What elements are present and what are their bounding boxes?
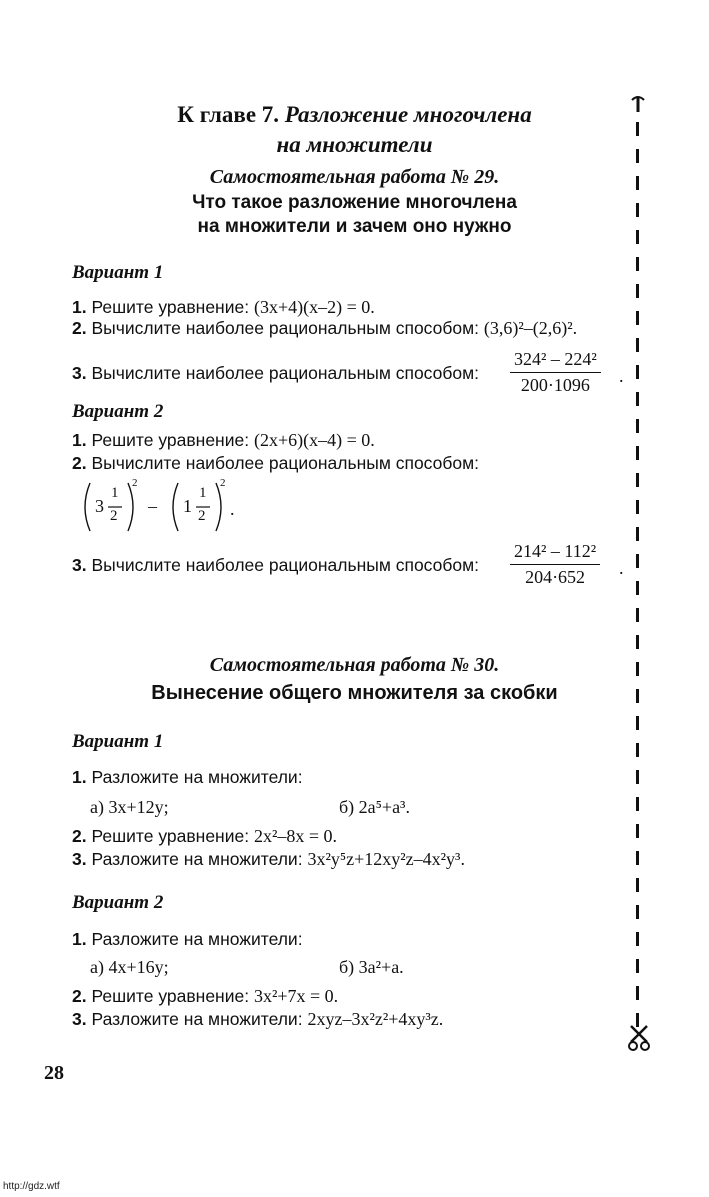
sr30-v2-task1-b bbox=[339, 957, 404, 978]
sr29-v2-task3-dot: . bbox=[619, 558, 624, 578]
task-text: Решите уравнение: bbox=[91, 826, 250, 846]
task-expression: 3x²y⁵z+12xy²z–4x²y³. bbox=[307, 849, 465, 869]
task-text: Разложите на множители: bbox=[91, 767, 303, 787]
sr30-v2-task3 bbox=[72, 1009, 443, 1030]
fraction-numerator: 214² – 112² bbox=[514, 541, 597, 561]
sr29-v1-task3-fraction bbox=[510, 349, 601, 396]
sr30-v1-task3 bbox=[72, 849, 465, 870]
sr29-title-line1: Что такое разложение многочлена bbox=[192, 192, 517, 213]
cut-line-dash bbox=[636, 284, 639, 298]
cut-line-dash bbox=[636, 527, 639, 541]
mixed-whole-1: 3 bbox=[95, 496, 104, 516]
right-paren bbox=[216, 483, 221, 531]
task-text: Вычислите наиболее рациональным способом: bbox=[91, 363, 480, 383]
mixed-denominator-2: 2 bbox=[198, 508, 206, 524]
cut-line-dash bbox=[636, 230, 639, 244]
cut-line-dash bbox=[636, 716, 639, 730]
fraction-numerator: 324² – 224² bbox=[514, 349, 597, 369]
cut-line-dash bbox=[636, 878, 639, 892]
cut-line-dash bbox=[636, 662, 639, 676]
left-paren bbox=[85, 483, 90, 531]
sr29-v2-task2 bbox=[72, 453, 479, 474]
cut-line-dash bbox=[636, 176, 639, 190]
task-text: Решите уравнение: bbox=[91, 297, 250, 317]
cut-line-dash bbox=[636, 500, 639, 514]
left-paren bbox=[173, 483, 178, 531]
subtask-a: а) 3x+12y; bbox=[90, 797, 169, 817]
subtask-b: б) 2a⁵+a³. bbox=[339, 797, 410, 817]
cut-line-dash bbox=[636, 203, 639, 217]
page-number: 28 bbox=[44, 1062, 64, 1084]
task-number: 1. bbox=[72, 430, 87, 450]
sr30-v1-task1-a bbox=[90, 797, 169, 818]
task-text: Вычислите наиболее рациональным способом: bbox=[91, 453, 480, 473]
mixed-denominator-1: 2 bbox=[110, 508, 118, 524]
chapter-title-line2: на множители bbox=[276, 132, 433, 157]
chapter-prefix: К главе 7. bbox=[177, 102, 280, 127]
chapter-heading bbox=[0, 100, 709, 160]
fraction-denominator: 200·1096 bbox=[510, 372, 601, 396]
sr29-v1-task3-dot: . bbox=[619, 366, 624, 386]
mixed-number-expression bbox=[80, 477, 240, 537]
cut-line-dash bbox=[636, 392, 639, 406]
sr30-v2-task1 bbox=[72, 929, 303, 950]
task-number: 3. bbox=[72, 1009, 87, 1029]
task-text: Вычислите наиболее рациональным способом: bbox=[91, 318, 480, 338]
watermark: http://gdz.wtf bbox=[3, 1181, 60, 1192]
cut-line-dash bbox=[636, 986, 639, 1000]
chapter-title-line1: Разложение многочлена bbox=[284, 102, 532, 127]
sr30-heading: Самостоятельная работа № 30. bbox=[209, 654, 500, 676]
sr29-v2-task3-fraction bbox=[510, 541, 600, 588]
cut-line-dash bbox=[636, 311, 639, 325]
cut-line-dash bbox=[636, 581, 639, 595]
task-text: Разложите на множители: bbox=[91, 1009, 303, 1029]
cut-line-dash bbox=[636, 608, 639, 622]
exponent-2: 2 bbox=[220, 477, 226, 489]
cut-line-hook-icon bbox=[628, 94, 650, 112]
task-text: Вычислите наиболее рациональным способом: bbox=[91, 555, 480, 575]
task-number: 2. bbox=[72, 986, 87, 1006]
expression-dot: . bbox=[230, 499, 235, 519]
minus-sign: – bbox=[148, 496, 157, 516]
task-number: 1. bbox=[72, 767, 87, 787]
subtask-b: б) 3a²+a. bbox=[339, 957, 404, 977]
sr29-v2-task1 bbox=[72, 430, 375, 451]
cut-line-dash bbox=[636, 257, 639, 271]
task-text: Разложите на множители: bbox=[91, 849, 303, 869]
cut-line-dash bbox=[636, 770, 639, 784]
task-expression: (2x+6)(x–4) = 0. bbox=[253, 430, 375, 450]
sr30-v2-task1-a bbox=[90, 957, 169, 978]
cut-line-dash bbox=[636, 365, 639, 379]
cut-line-dash bbox=[636, 446, 639, 460]
task-text: Решите уравнение: bbox=[91, 430, 250, 450]
task-expression: 2x²–8x = 0. bbox=[253, 826, 338, 846]
sr30-v1-task2 bbox=[72, 826, 337, 847]
cut-line-dash bbox=[636, 824, 639, 838]
fraction-denominator: 204·652 bbox=[510, 564, 600, 588]
sr29-v1-task3 bbox=[72, 363, 479, 384]
sr29-v2-task3 bbox=[72, 555, 479, 576]
cut-line-dash bbox=[636, 851, 639, 865]
task-number: 3. bbox=[72, 363, 87, 383]
task-number: 3. bbox=[72, 849, 87, 869]
right-paren bbox=[128, 483, 133, 531]
sr30-v2-task2 bbox=[72, 986, 338, 1007]
sr30-variant2-label: Вариант 2 bbox=[72, 892, 164, 913]
exponent-1: 2 bbox=[132, 477, 138, 489]
mixed-numerator-1: 1 bbox=[111, 485, 119, 501]
task-number: 3. bbox=[72, 555, 87, 575]
cut-line-dash bbox=[636, 338, 639, 352]
cut-line-dash bbox=[636, 905, 639, 919]
mixed-whole-2: 1 bbox=[183, 496, 192, 516]
task-number: 2. bbox=[72, 453, 87, 473]
task-expression: (3x+4)(x–2) = 0. bbox=[253, 297, 375, 317]
cut-line-dash bbox=[636, 554, 639, 568]
task-expression: 2xyz–3x²z²+4xy³z. bbox=[307, 1009, 444, 1029]
cut-line-dash bbox=[636, 743, 639, 757]
task-number: 2. bbox=[72, 318, 87, 338]
sr29-v1-task1 bbox=[72, 297, 375, 318]
scissors-icon bbox=[628, 1024, 650, 1052]
task-number: 1. bbox=[72, 929, 87, 949]
sr29-heading: Самостоятельная работа № 29. bbox=[209, 166, 500, 188]
cut-line-dash bbox=[636, 473, 639, 487]
cut-line-dash bbox=[636, 932, 639, 946]
sr30-v1-task1-b bbox=[339, 797, 410, 818]
task-expression: 3x²+7x = 0. bbox=[253, 986, 339, 1006]
cut-line-dash bbox=[636, 149, 639, 163]
sr30-variant1-label: Вариант 1 bbox=[72, 731, 164, 752]
task-number: 1. bbox=[72, 297, 87, 317]
task-number: 2. bbox=[72, 826, 87, 846]
sr29-v2-task2-expression bbox=[80, 477, 240, 537]
mixed-numerator-2: 1 bbox=[199, 485, 207, 501]
cut-line-dash bbox=[636, 797, 639, 811]
sr30-title: Вынесение общего множителя за скобки bbox=[151, 682, 558, 704]
cut-line-dash bbox=[636, 959, 639, 973]
task-text: Разложите на множители: bbox=[91, 929, 303, 949]
sr30-v1-task1 bbox=[72, 767, 303, 788]
sr29-v1-task2 bbox=[72, 318, 577, 339]
cut-line-dash bbox=[636, 419, 639, 433]
sr29-title-line2: на множители и зачем оно нужно bbox=[197, 216, 512, 237]
cut-line-dash bbox=[636, 122, 639, 136]
sr29-variant2-label: Вариант 2 bbox=[72, 401, 164, 422]
sr29-variant1-label: Вариант 1 bbox=[72, 262, 164, 283]
cut-line-dash bbox=[636, 689, 639, 703]
task-expression: (3,6)²–(2,6)². bbox=[483, 318, 578, 338]
cut-line-dash bbox=[636, 635, 639, 649]
cut-line bbox=[628, 94, 650, 1054]
task-text: Решите уравнение: bbox=[91, 986, 250, 1006]
subtask-a: а) 4x+16y; bbox=[90, 957, 169, 977]
